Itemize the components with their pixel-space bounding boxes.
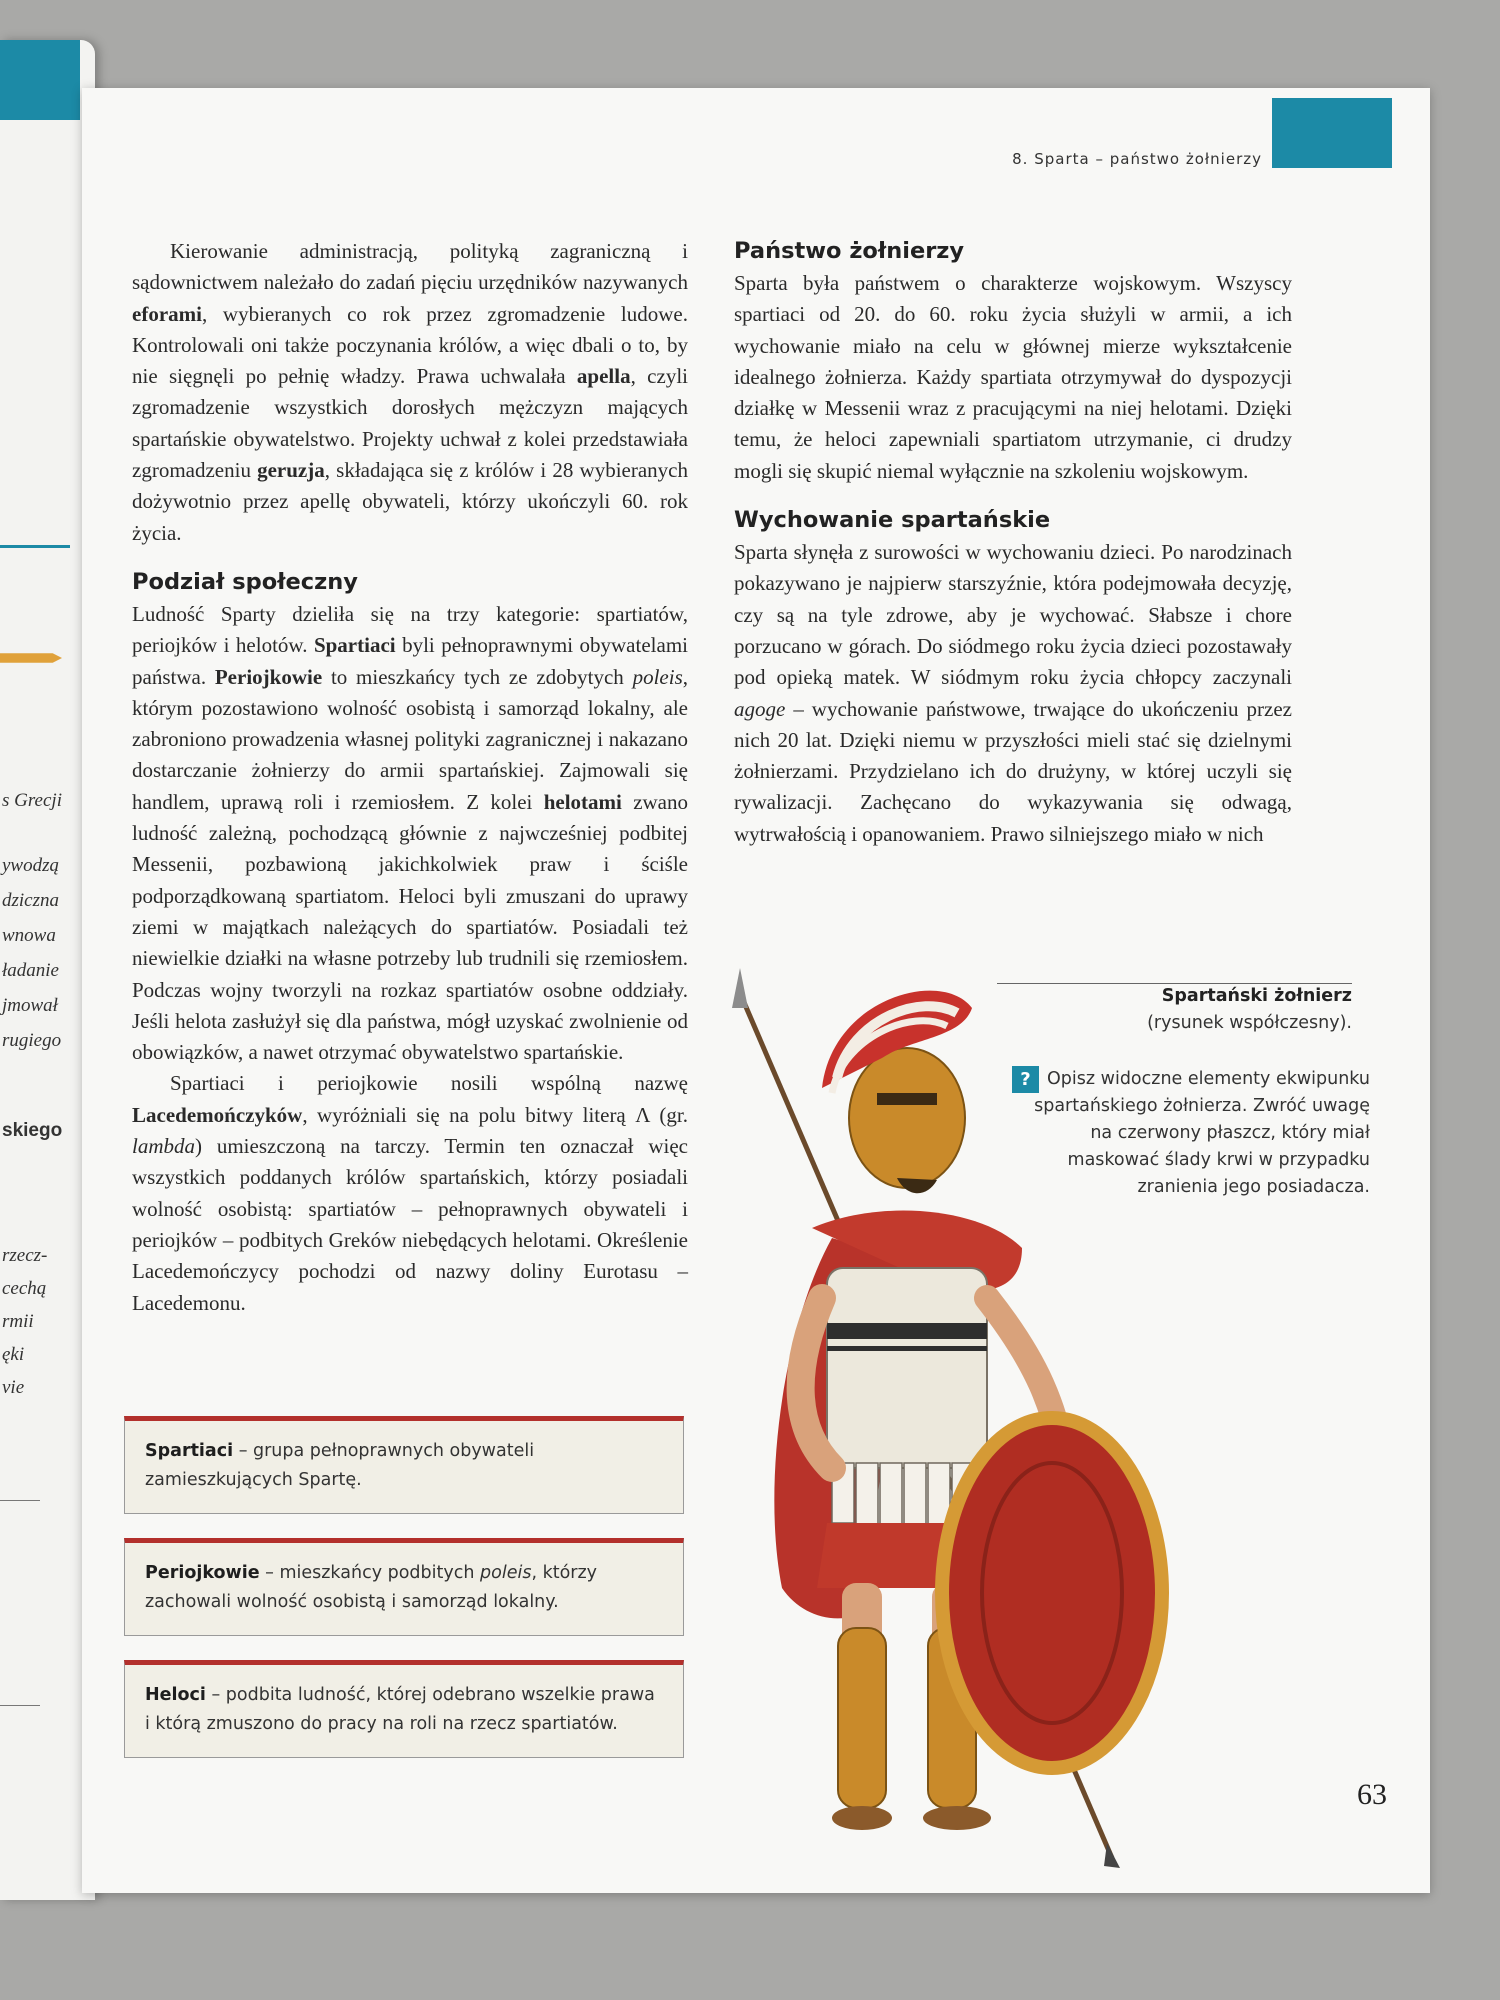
caption-subtitle: (rysunek współczesny). <box>1147 1013 1352 1033</box>
glossary-box-spartiaci: Spartiaci – grupa pełnoprawnych obywateli zamieszkujących Spartę. <box>124 1416 684 1514</box>
orange-arrow-icon <box>0 650 62 666</box>
left-fragment: ładanie <box>2 960 59 981</box>
glossary-box-periojkowie: Periojkowie – mieszkańcy podbitych poleis, którzy zachowali wolność osobistą i samorząd lokalny. <box>124 1538 684 1636</box>
textbook-page <box>82 88 1430 1893</box>
armor-band-thin <box>827 1346 987 1351</box>
armor-band <box>827 1323 987 1339</box>
term-helotami: helotami <box>543 789 622 814</box>
chapter-tab-marker <box>1272 98 1392 168</box>
spear-tip <box>732 968 748 1008</box>
term-lacedemonczycy: Lacedemończyków <box>132 1102 303 1127</box>
term-periojkowie: Periojkowie <box>214 664 323 689</box>
left-fragment: jmował <box>2 995 58 1016</box>
divider <box>0 1705 40 1706</box>
paragraph-panstwo: Sparta była państwem o charakterze wojskowym. Wszyscy spartiaci od 20. do 60. roku życia służyli w armii, a ich wychowanie miało na celu w głównej mierze wykształcenie idealnego żołnierza. Każdy spartiata otrzymywał do dyspozycji działkę w Messenii wraz z pracującymi na niej helotami. Dzięki temu, że heloci zapewniali spartiatom utrzymanie, ci drudzy mogli się skupić niemal wyłącznie na szkoleniu wojskowym. <box>734 271 1292 483</box>
previous-page-edge <box>0 40 95 1900</box>
left-fragment: ęki <box>2 1344 25 1365</box>
corinthian-helmet <box>849 1048 965 1188</box>
term-poleis: poleis <box>632 664 683 689</box>
left-fragment: rmii <box>2 1311 34 1332</box>
left-fragment: dziczna <box>2 890 59 911</box>
blue-rule-left <box>0 545 70 548</box>
intro-paragraph: Kierowanie administracją, polityką zagraniczną i sądownictwem należało do zadań pięciu urzędników nazywanych eforami, wybieranych co rok przez zgromadzenie ludowe. Kontrolowali oni także poczynania królów, a więc dbali o to, by nie sięgnęli po pełnię władzy. Prawa uchwalała apella, czyli zgromadzenie wszystkich dorosłych mężczyzn mających spartańskie obywatelstwo. Projekty uchwał z kolei przedstawiała zgromadzeniu geruzja, składająca się z królów i 28 wybieranych dożywotnio przez apellę obywateli, którzy ukończyli 60. rok życia. <box>132 239 688 545</box>
left-fragment: wnowa <box>2 925 56 946</box>
teal-tab-left <box>0 40 80 120</box>
caption-title: Spartański żołnierz <box>1161 986 1352 1006</box>
figure-caption <box>982 983 1352 1037</box>
page-number: 63 <box>1357 1778 1387 1811</box>
figure-task <box>1012 1066 1370 1201</box>
term-geruzja: geruzja <box>257 458 325 483</box>
left-fragment: rugiego <box>2 1030 62 1051</box>
right-column <box>734 236 1292 850</box>
paragraph-podzial-1: Ludność Sparty dzieliła się na trzy kategorie: spartiatów, periojków i helotów. Spartiaci byli pełnoprawnymi obywatelami państwa. Periojkowie to mieszkańcy tych ze zdobytych poleis, którym pozostawiono wolność osobistą i samorząd lokalny, ale zabroniono prowadzenia własnej polityki zagranicznej i nakazano dostarczanie żołnierzy do armii spartańskiej. Zajmowali się handlem, uprawą roli i rzemiosłem. Z kolei helotami zwano ludność zależną, pochodzącą głównie z najwcześniej podbitej Messenii, pozbawioną jakichkolwiek praw i ściśle podporządkowaną spartiatom. Heloci byli zmuszani do uprawy ziemi w majątkach należących do spartiatów. Posiadali też niewielkie działki na własne potrzeby lub trudnili się rzemiosłem. Podczas wojny tworzyli na rozkaz spartiatów osobne oddziały. Jeśli helota zasłużył się dla państwa, mógł uzyskać zwolnienie od obowiązków, a nawet otrzymać obywatelstwo spartańskie. <box>132 601 688 1065</box>
left-fragment: ywodzą <box>2 855 59 876</box>
question-icon: ? <box>1012 1066 1039 1093</box>
left-fragment: skiego <box>2 1120 63 1141</box>
section-heading-panstwo: Państwo żołnierzy <box>734 238 965 264</box>
linothorax <box>827 1268 987 1468</box>
term-apella: apella <box>576 364 631 389</box>
helmet-eye-slit <box>877 1093 937 1105</box>
spacer <box>132 549 688 567</box>
paragraph-wychowanie: Sparta słynęła z surowości w wychowaniu dzieci. Po narodzinach pokazywano je najpierw starszyźnie, która podejmowała decyzję, czy są na tyle zdrowe, aby je wychować. Słabsze i chore porzucano w górach. Do siódmego roku życia dzieci pozostawały pod opieką matek. W siódmym roku życia chłopcy zaczynali agoge – wychowanie państwowe, trwające do ukończeniu przez nich 20 lat. Dzięki niemu w przyszłości mieli stać się dzielnymi żołnierzami. Przydzielano ich do drużyny, w której uczyli się rywalizacji. Zachęcano do wykazywania się odwagą, wytrwałością i opanowaniem. Prawo silniejszego miało w nich <box>734 540 1292 846</box>
glossary-box-heloci: Heloci – podbita ludność, której odebrano wszelkie prawa i którą zmuszono do pracy na roli na rzecz spartiatów. <box>124 1660 684 1758</box>
beard <box>897 1178 937 1193</box>
divider <box>0 1500 40 1501</box>
left-sandal <box>832 1806 892 1830</box>
spacer <box>734 487 1292 505</box>
left-column <box>132 236 688 1319</box>
term-eforowie: eforami <box>132 301 202 326</box>
left-fragment: cechą <box>2 1278 47 1299</box>
caption-rule <box>997 983 1352 984</box>
term-spartiaci: Spartiaci <box>313 633 396 658</box>
left-fragment: rzecz- <box>2 1245 48 1266</box>
task-text: Opisz widoczne elementy ekwipunku spartańskiego żołnierza. Zwróć uwagę na czerwony płaszcz, który miał maskować ślady krwi w przypadku zranienia jego posiadacza. <box>1034 1069 1370 1197</box>
left-greave <box>838 1628 886 1808</box>
hoplon-shield <box>942 1418 1162 1768</box>
term-lambda: lambda <box>132 1134 195 1159</box>
section-heading-wychowanie: Wychowanie spartańskie <box>734 507 1051 534</box>
term-agoge: agoge <box>734 696 786 721</box>
right-sandal <box>923 1806 991 1830</box>
left-fragment: vie <box>2 1377 25 1398</box>
section-heading-podzial: Podział społeczny <box>132 568 358 595</box>
left-fragment: s Grecji <box>2 790 62 811</box>
paragraph-podzial-2: Spartiaci i periojkowie nosili wspólną nazwę Lacedemończyków, wyróżniali się na polu bitwy literą Λ (gr. lambda) umieszczoną na tarczy. Termin ten oznaczał więc wszystkich poddanych królów spartańskich, którzy posiadali wolność osobistą: spartiatów – pełnoprawnych obywateli i periojków – podbitych Greków niebędących helotami. Określenie Lacedemończycy pochodzi od nazwy doliny Eurotasu – Lacedemonu. <box>132 1071 688 1315</box>
running-header: 8. Sparta – państwo żołnierzy <box>1012 150 1262 168</box>
